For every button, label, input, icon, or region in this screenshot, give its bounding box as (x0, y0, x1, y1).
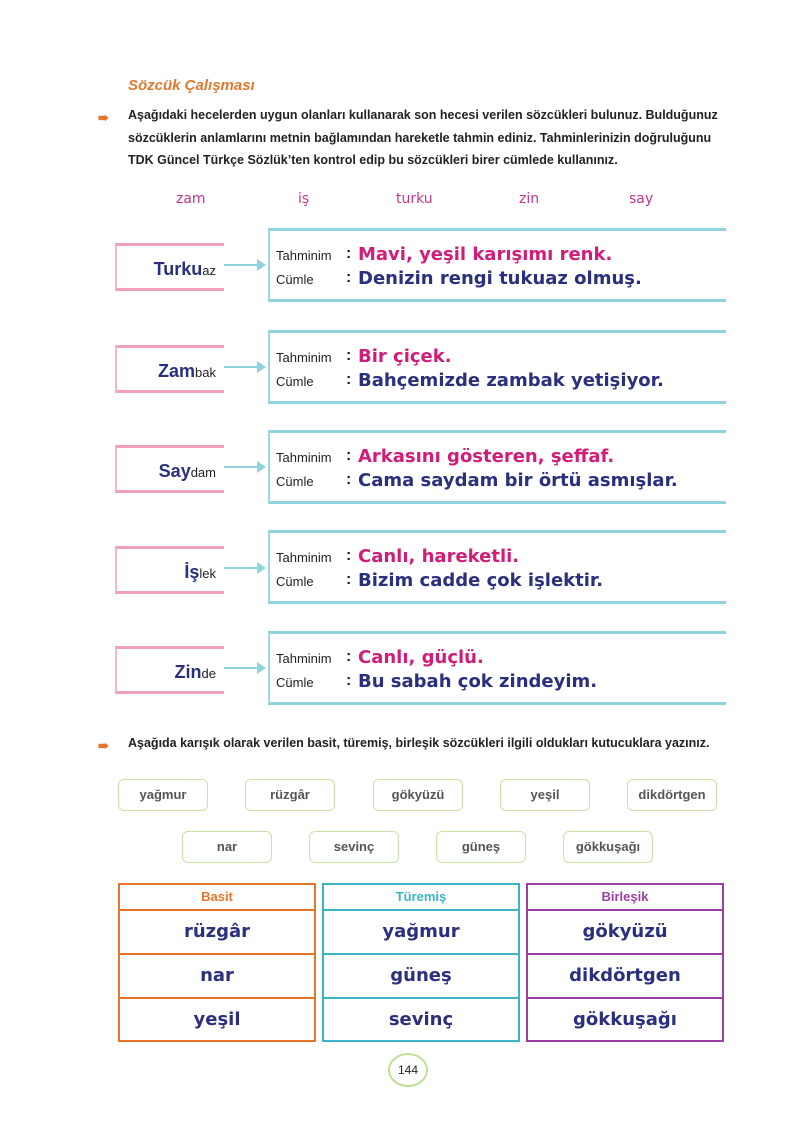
answer-box (268, 631, 726, 705)
answer-box (268, 228, 726, 302)
connector-arrow-icon (224, 667, 264, 669)
word-root: Zin (174, 662, 202, 682)
syllable: iş (298, 191, 310, 207)
word-chip: dikdörtgen (627, 779, 717, 811)
guess-label: Tahminim (276, 450, 332, 465)
sentence-answer: Cama saydam bir örtü asmışlar. (358, 470, 678, 491)
colon: : (346, 672, 352, 689)
word-suffix: lek (199, 566, 216, 581)
category-item: yağmur (382, 921, 460, 942)
guess-label: Tahminim (276, 550, 332, 565)
word-chip: gökyüzü (373, 779, 463, 811)
word-suffix: dam (190, 465, 216, 480)
word-box (115, 445, 224, 493)
sentence-label: Cümle (276, 675, 314, 690)
sentence-answer: Denizin rengi tukuaz olmuş. (358, 268, 642, 289)
guess-answer: Mavi, yeşil karışımı renk. (358, 244, 613, 265)
colon: : (346, 371, 352, 388)
category-item: dikdörtgen (528, 953, 722, 997)
sentence-label: Cümle (276, 374, 314, 389)
word-chip: güneş (436, 831, 526, 863)
category-item: nar (120, 953, 314, 997)
instruction-text: Aşağıdaki hecelerden uygun olanları kullanarak son hecesi verilen sözcükleri bulunuz. Bulduğunuz sözcüklerin anlamlarını metnin bağlamından hareketle tahmin ediniz. Tahminlerinizin doğruluğunu TDK Güncel Türkçe Sözlük’ten kontrol edip bu sözcükleri birer cümlede kullanınız. (128, 108, 718, 167)
sentence-answer: Bu sabah çok zindeyim. (358, 671, 598, 692)
colon: : (346, 347, 352, 364)
colon: : (346, 269, 352, 286)
category-item: güneş (324, 953, 518, 997)
category-item: gökkuşağı (528, 997, 722, 1041)
guess-label: Tahminim (276, 651, 332, 666)
sentence-label: Cümle (276, 474, 314, 489)
sentence-answer: Bahçemizde zambak yetişiyor. (358, 370, 664, 391)
colon: : (346, 648, 352, 665)
word-chip: rüzgâr (245, 779, 335, 811)
syllable: zam (176, 191, 206, 207)
word-suffix: de (201, 666, 216, 681)
connector-arrow-icon (224, 466, 264, 468)
word-chip: nar (182, 831, 272, 863)
word-box (115, 546, 224, 594)
connector-arrow-icon (224, 264, 264, 266)
guess-answer: Arkasını gösteren, şeffaf. (358, 446, 615, 467)
category-title: Basit (120, 885, 314, 911)
colon: : (346, 245, 352, 262)
word-root: Turku (153, 259, 203, 279)
sentence-label: Cümle (276, 574, 314, 589)
guess-answer: Bir çiçek. (358, 346, 452, 367)
syllable: say (629, 191, 654, 207)
answer-box (268, 430, 726, 504)
category-item: yeşil (120, 997, 314, 1041)
answer-box (268, 530, 726, 604)
word-chip: yağmur (118, 779, 208, 811)
guess-answer: Canlı, güçlü. (358, 647, 484, 668)
word-box (115, 243, 224, 291)
colon: : (346, 547, 352, 564)
word-root: Zam (158, 361, 196, 381)
word-box (115, 345, 224, 393)
connector-arrow-icon (224, 567, 264, 569)
syllable: zin (519, 191, 540, 207)
word-chip: sevinç (309, 831, 399, 863)
instruction-arrow-icon: ➠ (98, 110, 107, 125)
syllable: turku (396, 191, 433, 207)
category-title: Türemiş (324, 885, 518, 911)
page-number: 144 (388, 1053, 428, 1087)
category-box-turemis (322, 883, 520, 1042)
word-chip: yeşil (500, 779, 590, 811)
guess-label: Tahminim (276, 248, 332, 263)
guess-answer: Canlı, hareketli. (358, 546, 520, 567)
guess-label: Tahminim (276, 350, 332, 365)
category-box-birlesik (526, 883, 724, 1042)
instruction-arrow-icon: ➠ (98, 738, 107, 753)
sentence-label: Cümle (276, 272, 314, 287)
word-suffix: bak (195, 365, 216, 380)
connector-arrow-icon (224, 366, 264, 368)
category-item: gökyüzü (582, 921, 668, 942)
word-chip: gökkuşağı (563, 831, 653, 863)
category-item: sevinç (324, 997, 518, 1041)
colon: : (346, 571, 352, 588)
word-suffix: az (202, 263, 216, 278)
sentence-answer: Bizim cadde çok işlektir. (358, 570, 604, 591)
category-title: Birleşik (528, 885, 722, 911)
section-title: Sözcük Çalışması (128, 77, 255, 94)
word-root: İş (184, 562, 200, 582)
word-box (115, 646, 224, 694)
colon: : (346, 471, 352, 488)
colon: : (346, 447, 352, 464)
category-item: rüzgâr (183, 921, 251, 942)
instruction-text: Aşağıda karışık olarak verilen basit, türemiş, birleşik sözcükleri ilgili oldukları kutucuklara yazınız. (128, 736, 710, 750)
word-root: Say (158, 461, 191, 481)
answer-box (268, 330, 726, 404)
category-box-basit (118, 883, 316, 1042)
